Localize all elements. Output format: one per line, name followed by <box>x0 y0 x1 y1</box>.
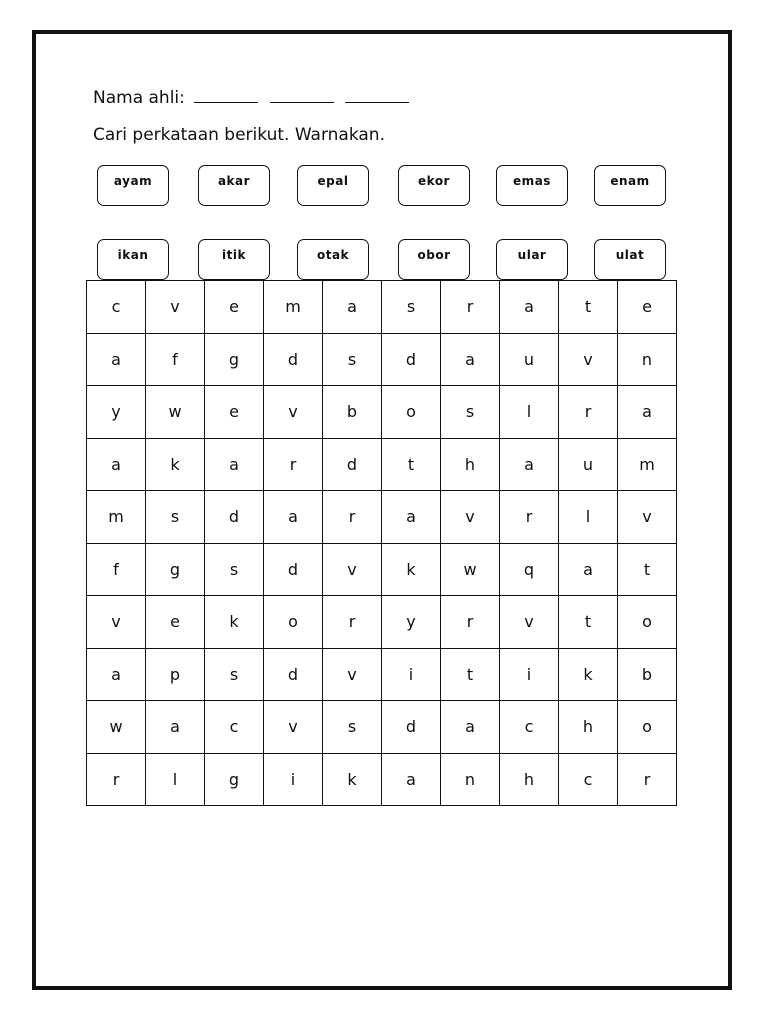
grid-cell[interactable]: q <box>500 543 559 596</box>
grid-cell[interactable]: m <box>618 438 677 491</box>
grid-cell[interactable]: v <box>146 281 205 334</box>
grid-cell[interactable]: d <box>264 648 323 701</box>
grid-cell[interactable]: b <box>618 648 677 701</box>
grid-cell[interactable]: l <box>500 386 559 439</box>
grid-cell[interactable]: s <box>323 701 382 754</box>
grid-cell[interactable]: c <box>500 701 559 754</box>
grid-cell[interactable]: u <box>500 333 559 386</box>
grid-cell[interactable]: s <box>323 333 382 386</box>
grid-cell[interactable]: r <box>323 491 382 544</box>
grid-cell[interactable]: r <box>441 281 500 334</box>
grid-cell[interactable]: o <box>618 596 677 649</box>
grid-cell[interactable]: t <box>559 596 618 649</box>
grid-cell[interactable]: v <box>618 491 677 544</box>
grid-cell[interactable]: a <box>500 438 559 491</box>
grid-cell[interactable]: l <box>146 753 205 806</box>
grid-cell[interactable]: a <box>500 281 559 334</box>
word-chip: epal <box>297 165 369 206</box>
grid-cell[interactable]: t <box>618 543 677 596</box>
grid-cell[interactable]: s <box>382 281 441 334</box>
grid-row <box>87 333 677 386</box>
grid-cell[interactable]: d <box>205 491 264 544</box>
grid-cell[interactable]: k <box>559 648 618 701</box>
grid-cell[interactable]: r <box>559 386 618 439</box>
grid-cell[interactable]: c <box>87 281 146 334</box>
grid-cell[interactable]: h <box>441 438 500 491</box>
name-blank-3[interactable] <box>345 88 409 103</box>
grid-row <box>87 648 677 701</box>
grid-cell[interactable]: o <box>264 596 323 649</box>
grid-cell[interactable]: p <box>146 648 205 701</box>
grid-cell[interactable]: a <box>559 543 618 596</box>
instruction-text: Cari perkataan berikut. Warnakan. <box>93 125 385 145</box>
grid-cell[interactable]: o <box>618 701 677 754</box>
grid-cell[interactable]: s <box>205 648 264 701</box>
grid-cell[interactable]: r <box>441 596 500 649</box>
grid-cell[interactable]: l <box>559 491 618 544</box>
grid-cell[interactable]: r <box>618 753 677 806</box>
grid-cell[interactable]: r <box>87 753 146 806</box>
grid-cell[interactable]: t <box>441 648 500 701</box>
grid-cell[interactable]: h <box>559 701 618 754</box>
grid-row <box>87 438 677 491</box>
grid-cell[interactable]: e <box>205 281 264 334</box>
grid-cell[interactable]: w <box>441 543 500 596</box>
word-chip: enam <box>594 165 666 206</box>
grid-cell[interactable]: u <box>559 438 618 491</box>
grid-cell[interactable]: k <box>205 596 264 649</box>
grid-row <box>87 596 677 649</box>
grid-cell[interactable]: a <box>382 491 441 544</box>
word-chip: ayam <box>97 165 169 206</box>
grid-cell[interactable]: d <box>382 333 441 386</box>
grid-row <box>87 543 677 596</box>
grid-cell[interactable]: v <box>500 596 559 649</box>
grid-cell[interactable]: y <box>87 386 146 439</box>
grid-cell[interactable]: v <box>264 386 323 439</box>
grid-cell[interactable]: a <box>87 333 146 386</box>
grid-cell[interactable]: v <box>87 596 146 649</box>
grid-cell[interactable]: a <box>618 386 677 439</box>
grid-cell[interactable]: e <box>205 386 264 439</box>
grid-cell[interactable]: i <box>264 753 323 806</box>
word-chip: ulat <box>594 239 666 280</box>
grid-cell[interactable]: v <box>323 648 382 701</box>
grid-row <box>87 281 677 334</box>
grid-cell[interactable]: a <box>87 438 146 491</box>
grid-cell[interactable]: h <box>500 753 559 806</box>
name-line <box>93 88 409 108</box>
grid-cell[interactable]: d <box>382 701 441 754</box>
grid-cell[interactable]: i <box>382 648 441 701</box>
grid-row <box>87 701 677 754</box>
grid-cell[interactable]: k <box>323 753 382 806</box>
grid-cell[interactable]: g <box>205 333 264 386</box>
grid-cell[interactable]: a <box>205 438 264 491</box>
grid-cell[interactable]: m <box>264 281 323 334</box>
grid-cell[interactable]: w <box>146 386 205 439</box>
grid-cell[interactable]: c <box>559 753 618 806</box>
word-chip: ikan <box>97 239 169 280</box>
grid-cell[interactable]: m <box>87 491 146 544</box>
grid-cell[interactable]: s <box>441 386 500 439</box>
grid-cell[interactable]: s <box>146 491 205 544</box>
grid-cell[interactable]: s <box>205 543 264 596</box>
word-chip: akar <box>198 165 270 206</box>
grid-cell[interactable]: a <box>382 753 441 806</box>
grid-cell[interactable]: t <box>559 281 618 334</box>
grid-cell[interactable]: v <box>559 333 618 386</box>
grid-cell[interactable]: f <box>146 333 205 386</box>
grid-cell[interactable]: r <box>264 438 323 491</box>
grid-cell[interactable]: n <box>441 753 500 806</box>
name-label: Nama ahli: <box>93 88 185 108</box>
word-search-grid <box>86 280 677 806</box>
grid-cell[interactable]: n <box>618 333 677 386</box>
grid-cell[interactable]: g <box>146 543 205 596</box>
grid-cell[interactable]: v <box>323 543 382 596</box>
grid-cell[interactable]: a <box>264 491 323 544</box>
grid-cell[interactable]: r <box>500 491 559 544</box>
word-chip: itik <box>198 239 270 280</box>
grid-cell[interactable]: k <box>146 438 205 491</box>
word-chip: emas <box>496 165 568 206</box>
grid-cell[interactable]: b <box>323 386 382 439</box>
grid-cell[interactable]: t <box>382 438 441 491</box>
name-blank-1[interactable] <box>194 88 258 103</box>
grid-cell[interactable]: k <box>382 543 441 596</box>
grid-cell[interactable]: v <box>441 491 500 544</box>
word-chip: obor <box>398 239 470 280</box>
grid-cell[interactable]: e <box>618 281 677 334</box>
grid-cell[interactable]: d <box>323 438 382 491</box>
grid-cell[interactable]: d <box>264 333 323 386</box>
grid-cell[interactable]: c <box>205 701 264 754</box>
grid-cell[interactable]: a <box>441 333 500 386</box>
grid-cell[interactable]: y <box>382 596 441 649</box>
grid-row <box>87 753 677 806</box>
grid-cell[interactable]: f <box>87 543 146 596</box>
grid-cell[interactable]: e <box>146 596 205 649</box>
grid-cell[interactable]: a <box>146 701 205 754</box>
grid-cell[interactable]: a <box>87 648 146 701</box>
word-chip: otak <box>297 239 369 280</box>
name-blank-2[interactable] <box>270 88 334 103</box>
word-chip: ular <box>496 239 568 280</box>
grid-cell[interactable]: a <box>441 701 500 754</box>
grid-row <box>87 491 677 544</box>
grid-cell[interactable]: w <box>87 701 146 754</box>
grid-row <box>87 386 677 439</box>
grid-cell[interactable]: r <box>323 596 382 649</box>
grid-cell[interactable]: v <box>264 701 323 754</box>
grid-cell[interactable]: g <box>205 753 264 806</box>
grid-cell[interactable]: a <box>323 281 382 334</box>
word-chip: ekor <box>398 165 470 206</box>
grid-cell[interactable]: d <box>264 543 323 596</box>
grid-cell[interactable]: o <box>382 386 441 439</box>
grid-cell[interactable]: i <box>500 648 559 701</box>
